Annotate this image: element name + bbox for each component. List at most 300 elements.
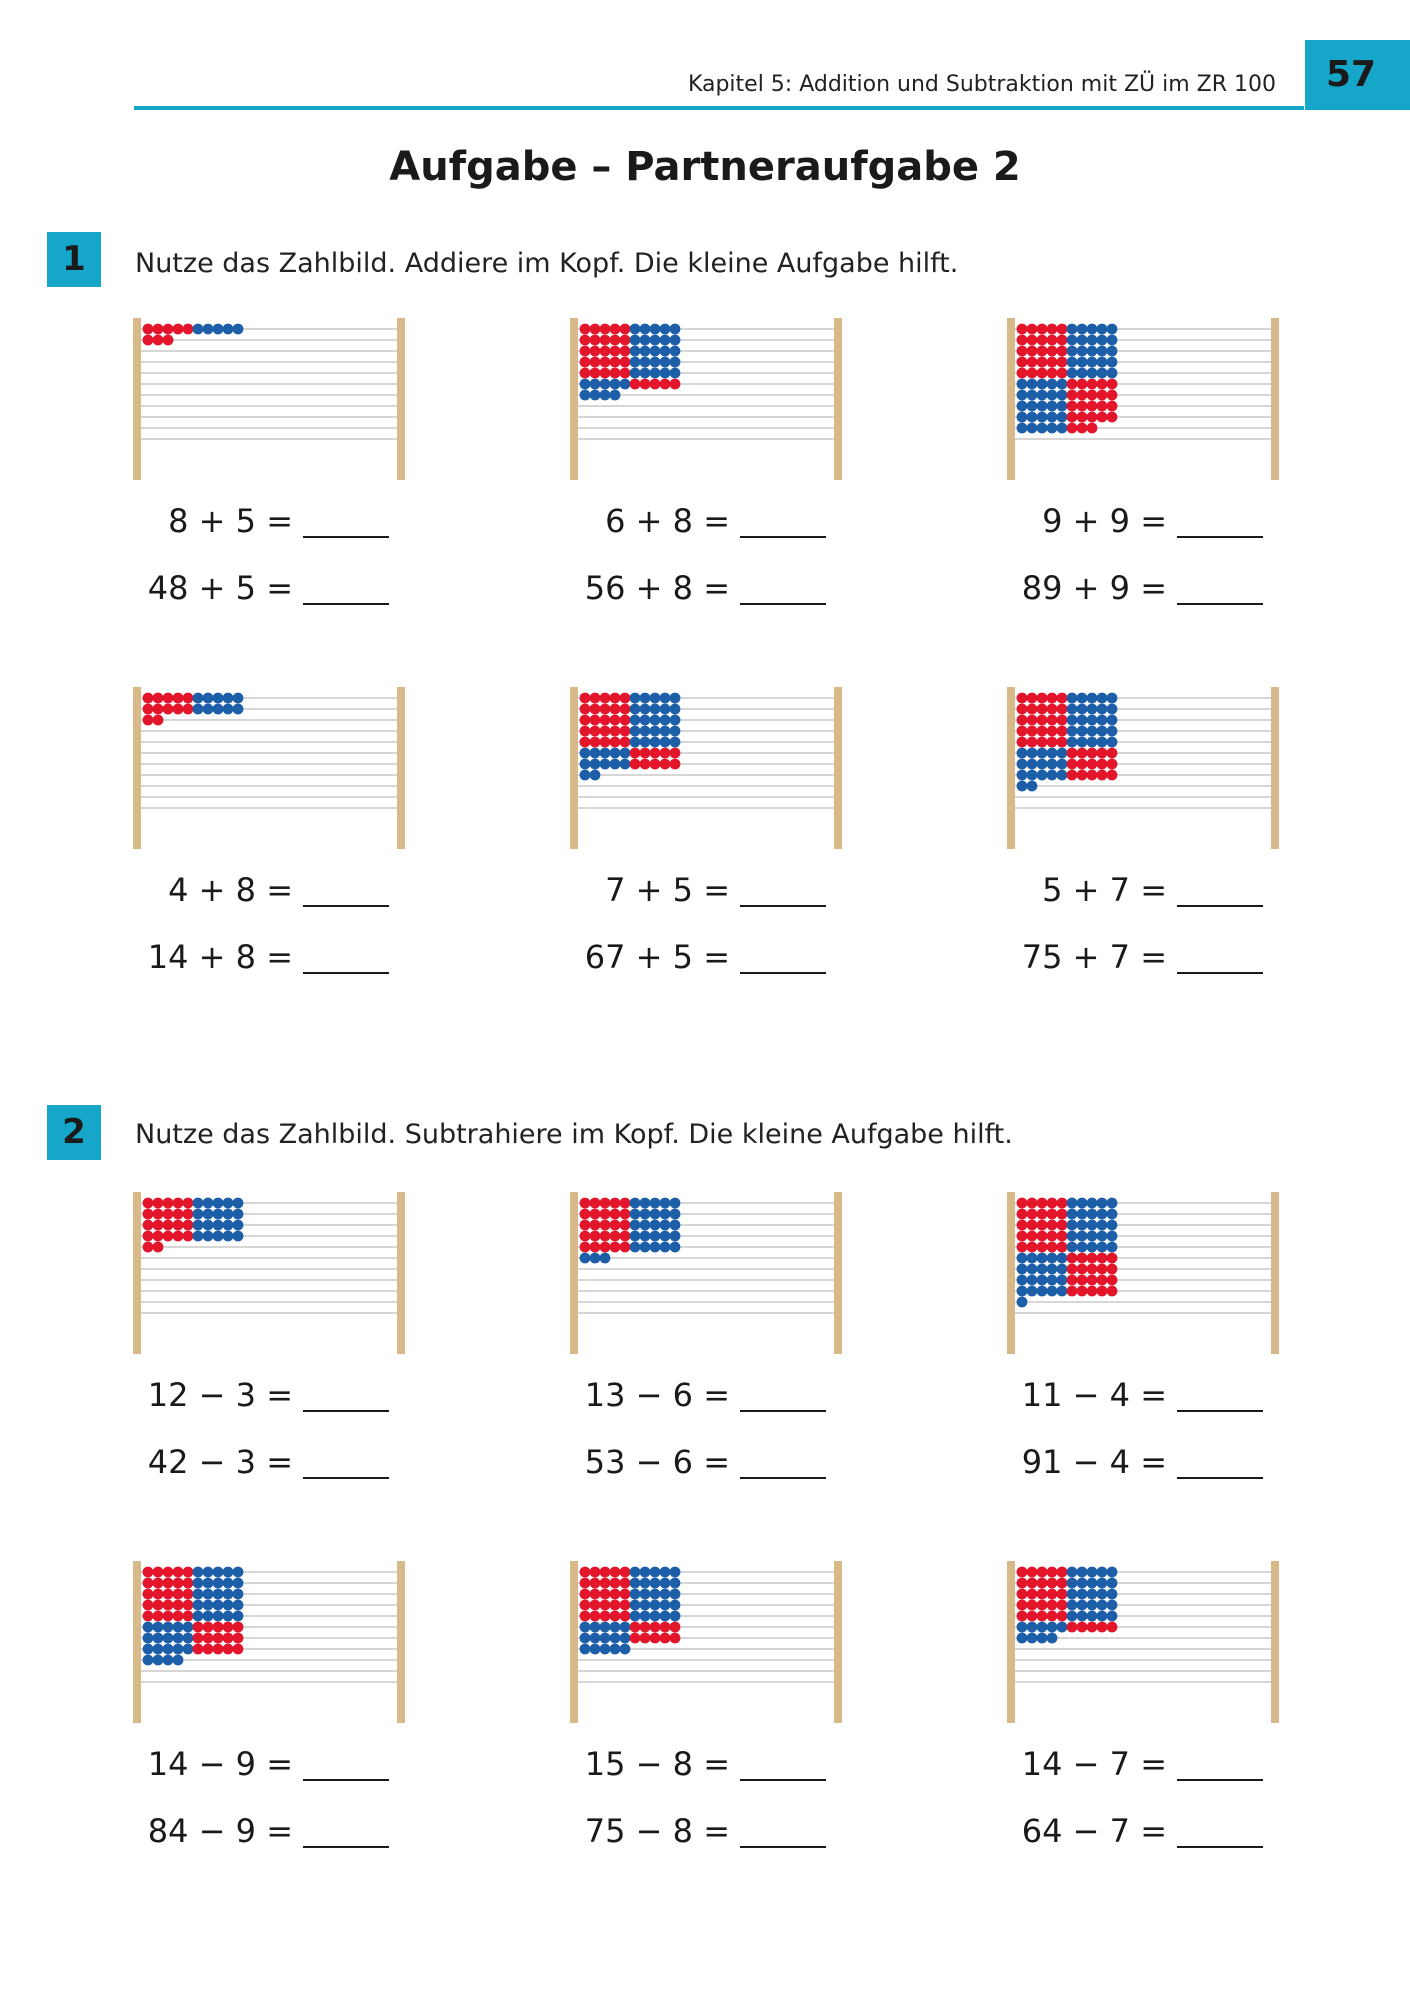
abacus-bead (183, 1611, 194, 1622)
abacus-bead (203, 1198, 214, 1209)
abacus-bead (1077, 346, 1088, 357)
abacus-bead (183, 1209, 194, 1220)
abacus-bead (620, 335, 631, 346)
abacus-bead (600, 693, 611, 704)
abacus-bead (223, 1567, 234, 1578)
abacus-bead (620, 1600, 631, 1611)
abacus-bead (580, 1567, 591, 1578)
abacus-bead (650, 324, 661, 335)
abacus-bead (193, 1220, 204, 1231)
abacus-bead (660, 346, 671, 357)
abacus-bead (660, 1633, 671, 1644)
abacus-bead (1087, 737, 1098, 748)
abacus-bead (1017, 715, 1028, 726)
abacus-bead (1057, 1578, 1068, 1589)
abacus-bead (1047, 1567, 1058, 1578)
abacus-bead (1107, 368, 1118, 379)
abacus-bead (1087, 379, 1098, 390)
abacus-bead (630, 1633, 641, 1644)
abacus-bead (610, 737, 621, 748)
abacus-bead (1077, 1198, 1088, 1209)
abacus-bead (1047, 1220, 1058, 1231)
abacus-bead (1067, 1242, 1078, 1253)
abacus-bead (660, 379, 671, 390)
answer-blank[interactable] (740, 1779, 826, 1781)
abacus-bead (660, 748, 671, 759)
abacus-bead (590, 1644, 601, 1655)
abacus-bead (650, 1611, 661, 1622)
abacus-bead (1057, 759, 1068, 770)
equation-text: 75 − 8 = (584, 1812, 730, 1850)
answer-blank[interactable] (303, 905, 389, 907)
abacus-bead (1027, 1611, 1038, 1622)
abacus-bead (1027, 423, 1038, 434)
equation-text: 14 − 7 = (1021, 1745, 1167, 1783)
abacus-bead (1057, 1567, 1068, 1578)
abacus-bead (143, 1655, 154, 1666)
abacus-bead (670, 335, 681, 346)
abacus-bead (620, 324, 631, 335)
abacus-bead (233, 1209, 244, 1220)
abacus-frame-right (834, 318, 842, 480)
abacus-bead (590, 737, 601, 748)
abacus-bead (620, 1231, 631, 1242)
abacus-bead (1027, 1220, 1038, 1231)
answer-blank[interactable] (1177, 1846, 1263, 1848)
abacus-bead (670, 726, 681, 737)
abacus-frame-right (397, 1192, 405, 1354)
answer-blank[interactable] (1177, 536, 1263, 538)
abacus-bead (143, 1578, 154, 1589)
abacus-bead (213, 704, 224, 715)
abacus-bead (153, 1644, 164, 1655)
abacus-bead (1037, 1633, 1048, 1644)
abacus-bead (610, 368, 621, 379)
abacus-frame-right (397, 1561, 405, 1723)
abacus-bead (660, 357, 671, 368)
abacus-bead (610, 1231, 621, 1242)
abacus-bead (173, 1655, 184, 1666)
answer-blank[interactable] (740, 905, 826, 907)
abacus-bead (1087, 726, 1098, 737)
abacus-bead (620, 1567, 631, 1578)
abacus-bead (640, 1578, 651, 1589)
abacus-bead (610, 759, 621, 770)
abacus-bead (620, 693, 631, 704)
answer-blank[interactable] (303, 1779, 389, 1781)
abacus-bead (660, 1589, 671, 1600)
abacus-bead (590, 1231, 601, 1242)
abacus-bead (1027, 357, 1038, 368)
task-number-1: 1 (47, 232, 101, 287)
abacus-bead (213, 1644, 224, 1655)
abacus-bead (233, 324, 244, 335)
abacus-bead (1037, 1275, 1048, 1286)
answer-blank[interactable] (740, 972, 826, 974)
abacus-bead (1047, 1633, 1058, 1644)
abacus-bead (233, 1198, 244, 1209)
abacus-bead (660, 704, 671, 715)
abacus-bead (1067, 368, 1078, 379)
abacus-bead (620, 346, 631, 357)
abacus-bead (1067, 759, 1078, 770)
abacus-bead (1027, 368, 1038, 379)
abacus-bead (1027, 1242, 1038, 1253)
abacus-bead (580, 1198, 591, 1209)
abacus-bead (193, 1611, 204, 1622)
abacus-bead (203, 1611, 214, 1622)
equation-text: 8 + 5 = (168, 502, 293, 540)
abacus-bead (223, 1644, 234, 1655)
abacus-bead (1027, 346, 1038, 357)
abacus-frame-left (1007, 318, 1015, 480)
abacus-bead (1047, 748, 1058, 759)
abacus-bead (163, 693, 174, 704)
abacus-bead (1087, 770, 1098, 781)
abacus-bead (203, 1622, 214, 1633)
abacus-bead (640, 759, 651, 770)
abacus-bead (1027, 1589, 1038, 1600)
abacus-bead (650, 1600, 661, 1611)
abacus-frame-left (570, 687, 578, 849)
abacus-bead (1097, 1242, 1108, 1253)
abacus-bead (650, 346, 661, 357)
abacus-bead (143, 1209, 154, 1220)
abacus-bead (610, 357, 621, 368)
abacus-bead (620, 357, 631, 368)
abacus-bead (590, 1567, 601, 1578)
abacus-bead (163, 324, 174, 335)
abacus-frame-left (133, 1561, 141, 1723)
abacus-bead (610, 1611, 621, 1622)
abacus-bead (580, 379, 591, 390)
abacus-bead (1037, 1253, 1048, 1264)
abacus-bead (173, 1198, 184, 1209)
abacus-bead (163, 704, 174, 715)
abacus-bead (153, 1600, 164, 1611)
abacus-bead (1047, 1589, 1058, 1600)
abacus-bead (640, 324, 651, 335)
abacus-bead (173, 1589, 184, 1600)
abacus (1007, 1192, 1279, 1354)
chapter-title: Kapitel 5: Addition und Subtraktion mit ZÜ im ZR 100 (687, 72, 1276, 97)
answer-blank[interactable] (1177, 1477, 1263, 1479)
abacus-bead (1017, 390, 1028, 401)
abacus-bead (630, 357, 641, 368)
answer-blank[interactable] (303, 536, 389, 538)
abacus-bead (1067, 412, 1078, 423)
abacus-bead (610, 1633, 621, 1644)
abacus-frame-right (1271, 687, 1279, 849)
abacus-frame-right (1271, 1561, 1279, 1723)
answer-blank[interactable] (740, 1846, 826, 1848)
answer-blank[interactable] (303, 972, 389, 974)
abacus-bead (620, 1220, 631, 1231)
abacus-bead (1077, 704, 1088, 715)
abacus-bead (213, 1589, 224, 1600)
abacus-bead (1077, 1264, 1088, 1275)
abacus-bead (163, 1655, 174, 1666)
abacus-bead (620, 1611, 631, 1622)
abacus-bead (1017, 1589, 1028, 1600)
abacus-bead (640, 357, 651, 368)
abacus-bead (1097, 1275, 1108, 1286)
equation-large (580, 1443, 840, 1483)
abacus-bead (1057, 693, 1068, 704)
equation-text: 53 − 6 = (584, 1443, 730, 1481)
equation-text: 7 + 5 = (605, 871, 730, 909)
abacus-frame-left (1007, 1192, 1015, 1354)
abacus-bead (1077, 715, 1088, 726)
abacus-bead (1057, 1589, 1068, 1600)
abacus-bead (610, 1578, 621, 1589)
answer-blank[interactable] (1177, 603, 1263, 605)
abacus-bead (580, 1578, 591, 1589)
abacus-bead (1097, 324, 1108, 335)
abacus-bead (223, 693, 234, 704)
abacus-bead (1097, 759, 1108, 770)
answer-blank[interactable] (740, 603, 826, 605)
abacus-bead (1057, 346, 1068, 357)
abacus-bead (1027, 1231, 1038, 1242)
abacus-bead (590, 770, 601, 781)
abacus-bead (580, 726, 591, 737)
abacus-bead (620, 715, 631, 726)
abacus-bead (1027, 412, 1038, 423)
abacus-bead (1067, 1286, 1078, 1297)
abacus-bead (580, 748, 591, 759)
abacus-bead (1067, 346, 1078, 357)
abacus-bead (670, 737, 681, 748)
abacus-bead (640, 1242, 651, 1253)
abacus-bead (233, 1611, 244, 1622)
abacus-bead (1017, 1198, 1028, 1209)
equation-text: 14 + 8 = (147, 938, 293, 976)
equation-large (143, 1443, 403, 1483)
abacus-bead (1067, 423, 1078, 434)
abacus-bead (1067, 401, 1078, 412)
abacus-bead (1097, 1286, 1108, 1297)
exercise-2-5 (570, 1561, 870, 1901)
abacus-bead (1077, 1611, 1088, 1622)
abacus-bead (1037, 1220, 1048, 1231)
abacus-bead (580, 737, 591, 748)
abacus-bead (1017, 1297, 1028, 1308)
abacus-frame-left (1007, 1561, 1015, 1723)
answer-blank[interactable] (1177, 1410, 1263, 1412)
abacus-bead (233, 1644, 244, 1655)
abacus-bead (1047, 368, 1058, 379)
abacus-bead (193, 1578, 204, 1589)
abacus-bead (1027, 715, 1038, 726)
abacus-bead (183, 1600, 194, 1611)
abacus-bead (1057, 401, 1068, 412)
abacus-bead (1017, 1578, 1028, 1589)
abacus-bead (590, 759, 601, 770)
abacus-bead (1037, 748, 1048, 759)
abacus-bead (173, 704, 184, 715)
abacus-bead (183, 1622, 194, 1633)
abacus-bead (1037, 1622, 1048, 1633)
abacus-bead (630, 1242, 641, 1253)
abacus-bead (1087, 1589, 1098, 1600)
abacus-bead (610, 390, 621, 401)
abacus-bead (1027, 748, 1038, 759)
abacus-bead (640, 1220, 651, 1231)
abacus-bead (1017, 1264, 1028, 1275)
abacus-bead (193, 1589, 204, 1600)
answer-blank[interactable] (303, 603, 389, 605)
abacus-bead (670, 324, 681, 335)
equation-small (143, 871, 403, 911)
abacus-bead (650, 1209, 661, 1220)
abacus-bead (600, 1220, 611, 1231)
answer-blank[interactable] (740, 1477, 826, 1479)
abacus-bead (1017, 401, 1028, 412)
abacus-bead (223, 1600, 234, 1611)
abacus-bead (640, 1209, 651, 1220)
task-instruction-2: Nutze das Zahlbild. Subtrahiere im Kopf. Die kleine Aufgabe hilft. (135, 1119, 1013, 1150)
abacus-bead (1037, 759, 1048, 770)
answer-blank[interactable] (303, 1410, 389, 1412)
abacus-bead (1087, 1231, 1098, 1242)
abacus-bead (163, 1644, 174, 1655)
abacus-bead (580, 770, 591, 781)
abacus-bead (163, 1589, 174, 1600)
abacus-bead (1017, 737, 1028, 748)
abacus-bead (1017, 1231, 1028, 1242)
abacus-bead (1087, 1264, 1098, 1275)
abacus-bead (1087, 357, 1098, 368)
equation-large (1017, 938, 1277, 978)
abacus-bead (580, 1611, 591, 1622)
equation-small (1017, 502, 1277, 542)
abacus-bead (610, 1209, 621, 1220)
equation-large (143, 938, 403, 978)
abacus-bead (610, 1600, 621, 1611)
answer-blank[interactable] (740, 1410, 826, 1412)
answer-blank[interactable] (303, 1477, 389, 1479)
abacus-bead (580, 357, 591, 368)
answer-blank[interactable] (740, 536, 826, 538)
abacus-bead (1037, 390, 1048, 401)
abacus-bead (670, 715, 681, 726)
abacus-bead (1017, 423, 1028, 434)
abacus-bead (1047, 704, 1058, 715)
abacus-bead (640, 1567, 651, 1578)
abacus-bead (143, 693, 154, 704)
abacus-bead (640, 737, 651, 748)
abacus-bead (660, 335, 671, 346)
abacus-bead (630, 1611, 641, 1622)
abacus-bead (1097, 1578, 1108, 1589)
abacus-bead (153, 1611, 164, 1622)
abacus-bead (1017, 759, 1028, 770)
abacus-bead (203, 1231, 214, 1242)
abacus-bead (1107, 324, 1118, 335)
abacus-bead (630, 346, 641, 357)
abacus-bead (600, 368, 611, 379)
answer-blank[interactable] (1177, 905, 1263, 907)
abacus-bead (610, 379, 621, 390)
abacus-bead (610, 1644, 621, 1655)
abacus-bead (153, 693, 164, 704)
abacus-frame-right (397, 318, 405, 480)
abacus-bead (620, 1209, 631, 1220)
abacus-bead (193, 1231, 204, 1242)
abacus-bead (1097, 704, 1108, 715)
abacus-bead (620, 748, 631, 759)
abacus-bead (1107, 759, 1118, 770)
abacus-bead (1097, 412, 1108, 423)
abacus-bead (203, 1589, 214, 1600)
abacus-bead (143, 1600, 154, 1611)
abacus-bead (183, 1633, 194, 1644)
abacus-bead (1077, 1567, 1088, 1578)
abacus-bead (173, 1567, 184, 1578)
abacus-bead (670, 1198, 681, 1209)
abacus-bead (233, 1231, 244, 1242)
abacus-bead (1097, 1264, 1108, 1275)
abacus-frame-left (1007, 687, 1015, 849)
abacus-bead (233, 1589, 244, 1600)
equation-text: 64 − 7 = (1021, 1812, 1167, 1850)
abacus-bead (1077, 1600, 1088, 1611)
equation-text: 4 + 8 = (168, 871, 293, 909)
abacus-bead (590, 1611, 601, 1622)
abacus-bead (233, 1633, 244, 1644)
abacus-bead (580, 1231, 591, 1242)
abacus-bead (1047, 346, 1058, 357)
answer-blank[interactable] (1177, 1779, 1263, 1781)
abacus-bead (620, 379, 631, 390)
abacus-bead (1087, 1622, 1098, 1633)
equation-text: 89 + 9 = (1021, 569, 1167, 607)
abacus-bead (203, 704, 214, 715)
abacus-bead (213, 1611, 224, 1622)
abacus-bead (1017, 324, 1028, 335)
abacus-bead (1077, 1275, 1088, 1286)
abacus-bead (590, 1242, 601, 1253)
abacus-bead (1057, 704, 1068, 715)
abacus-bead (670, 748, 681, 759)
abacus-bead (1027, 726, 1038, 737)
abacus-bead (173, 1209, 184, 1220)
abacus-bead (183, 1578, 194, 1589)
abacus-bead (1017, 412, 1028, 423)
abacus (133, 1192, 405, 1354)
abacus-bead (640, 1589, 651, 1600)
abacus-bead (650, 759, 661, 770)
abacus-bead (1067, 1231, 1078, 1242)
equation-large (1017, 569, 1277, 609)
abacus-bead (143, 1611, 154, 1622)
abacus-bead (1107, 379, 1118, 390)
abacus-bead (163, 1209, 174, 1220)
abacus-bead (1057, 1275, 1068, 1286)
abacus-bead (193, 1198, 204, 1209)
abacus-bead (640, 1198, 651, 1209)
abacus-bead (1057, 1242, 1068, 1253)
answer-blank[interactable] (1177, 972, 1263, 974)
abacus-bead (660, 1220, 671, 1231)
abacus-bead (590, 1622, 601, 1633)
abacus-bead (600, 1600, 611, 1611)
abacus-bead (223, 1209, 234, 1220)
abacus-bead (1107, 715, 1118, 726)
abacus-bead (183, 1231, 194, 1242)
answer-blank[interactable] (303, 1846, 389, 1848)
